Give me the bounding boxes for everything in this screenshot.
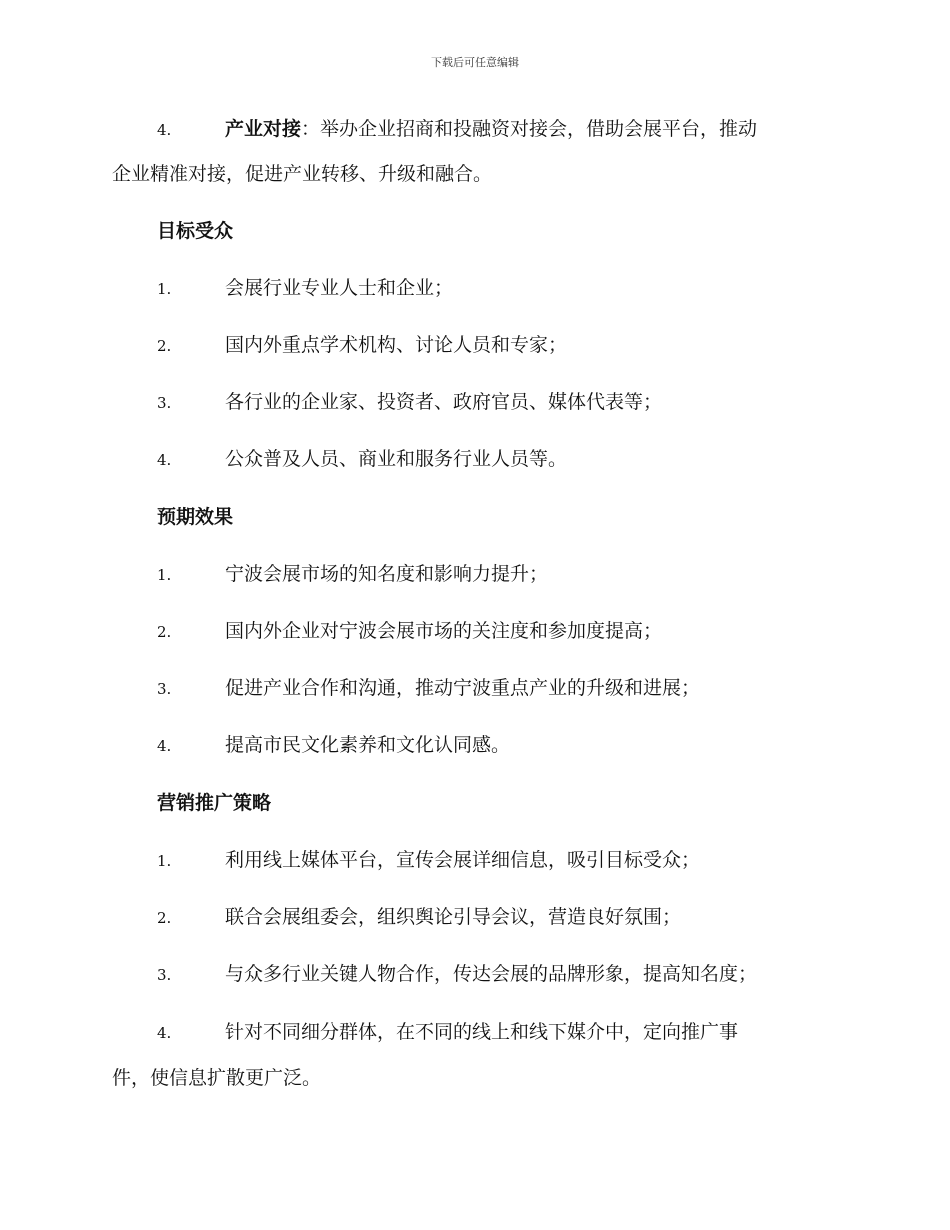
list-number: 1. — [157, 566, 172, 584]
list-item-continuation: 企业精准对接，促进产业转移、升级和融合。 — [112, 163, 493, 185]
list-item-text: 与众多行业关键人物合作，传达会展的品牌形象，提高知名度； — [225, 963, 758, 985]
list-number: 3. — [157, 966, 172, 984]
list-number: 3. — [157, 680, 172, 698]
list-item-text — [225, 114, 757, 144]
list-number: 2. — [157, 909, 172, 927]
section-heading: 目标受众 — [157, 220, 234, 242]
list-item-text-part: ：举办企业招商和投融资对接会，借助会展平台，推动 — [301, 118, 758, 140]
list-item-text: 针对不同细分群体，在不同的线上和线下媒介中，定向推广事 — [225, 1021, 739, 1043]
list-item-text: 各行业的企业家、投资者、政府官员、媒体代表等； — [225, 391, 663, 413]
section-heading: 营销推广策略 — [157, 792, 272, 814]
list-number: 3. — [157, 394, 172, 412]
bold-label: 产业对接 — [225, 118, 302, 140]
list-number: 4. — [157, 121, 172, 139]
list-item-text: 促进产业合作和沟通，推动宁波重点产业的升级和进展； — [225, 677, 701, 699]
list-item-text: 会展行业专业人士和企业； — [225, 277, 454, 299]
list-item-text: 国内外企业对宁波会展市场的关注度和参加度提高； — [225, 620, 663, 642]
list-item-text: 公众普及人员、商业和服务行业人员等。 — [225, 448, 568, 470]
list-item-text: 联合会展组委会，组织舆论引导会议，营造良好氛围； — [225, 906, 682, 928]
page-header: 下载后可任意编辑 — [431, 56, 519, 69]
list-number: 2. — [157, 337, 172, 355]
list-number: 4. — [157, 1024, 172, 1042]
list-item-text: 利用线上媒体平台，宣传会展详细信息，吸引目标受众； — [225, 849, 701, 871]
list-item-continuation: 件，使信息扩散更广泛。 — [112, 1067, 322, 1089]
list-number: 1. — [157, 852, 172, 870]
section-heading: 预期效果 — [157, 506, 234, 528]
list-number: 1. — [157, 280, 172, 298]
list-number: 4. — [157, 737, 172, 755]
list-item-text: 提高市民文化素养和文化认同感。 — [225, 734, 511, 756]
list-number: 2. — [157, 623, 172, 641]
list-number: 4. — [157, 451, 172, 469]
list-item-text: 国内外重点学术机构、讨论人员和专家； — [225, 334, 568, 356]
list-item-text: 宁波会展市场的知名度和影响力提升； — [225, 563, 549, 585]
